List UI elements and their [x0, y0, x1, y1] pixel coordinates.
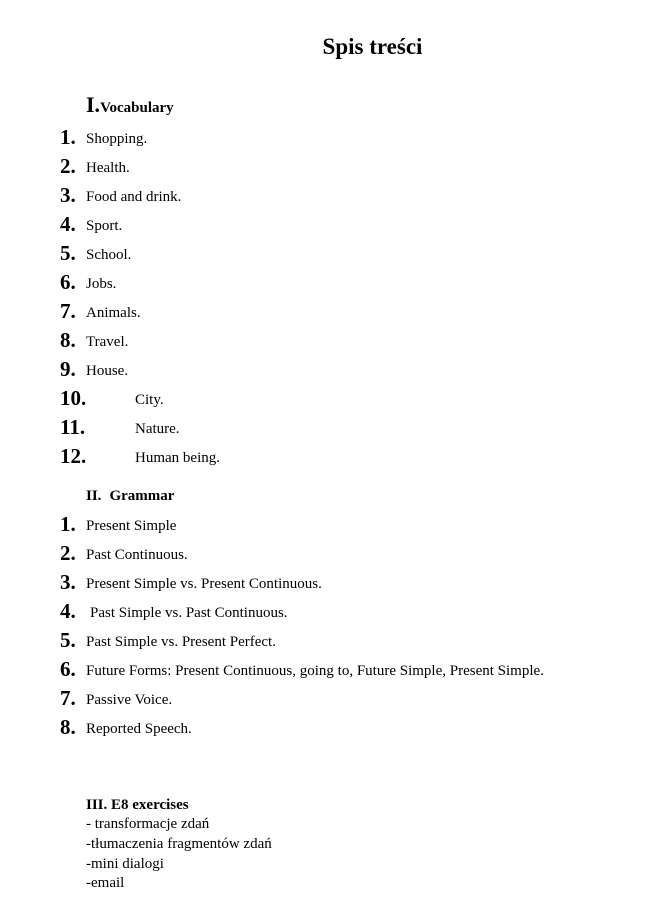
section-roman-numeral: II. [86, 488, 102, 504]
exercise-item: - transformacje zdań [86, 816, 210, 832]
item-number: 8. [60, 328, 76, 352]
item-text: City. [135, 392, 164, 408]
item-number: 5. [60, 241, 76, 265]
item-text: Sport. [86, 218, 123, 234]
item-text: Food and drink. [86, 189, 182, 205]
item-number: 12. [60, 444, 87, 468]
item-number: 5. [60, 628, 76, 652]
item-number: 11. [60, 415, 86, 439]
item-number: 2. [60, 541, 76, 565]
item-text: Shopping. [86, 131, 148, 147]
exercise-item: -mini dialogi [86, 856, 164, 872]
section-heading-grammar [86, 487, 174, 505]
exercise-item: -tłumaczenia fragmentów zdań [86, 836, 272, 852]
section-heading-exercises: III. E8 exercises [86, 797, 189, 813]
item-number: 4. [60, 212, 76, 236]
item-text: Past Continuous. [86, 547, 188, 563]
item-text: Nature. [135, 421, 180, 437]
item-number: 4. [60, 599, 76, 623]
item-number: 1. [60, 125, 76, 149]
item-text: Future Forms: Present Continuous, going to, Future Simple, Present Simple. [86, 663, 544, 679]
item-number: 8. [60, 715, 76, 739]
item-number: 7. [60, 299, 76, 323]
section-title: Vocabulary [100, 100, 174, 116]
item-number: 1. [60, 512, 76, 536]
item-number: 6. [60, 270, 76, 294]
item-text: House. [86, 363, 129, 379]
item-text: Human being. [135, 450, 220, 466]
item-text: Past Simple vs. Present Perfect. [86, 634, 276, 650]
item-text: Reported Speech. [86, 721, 192, 737]
item-text: Travel. [86, 334, 129, 350]
section-heading-vocabulary [86, 92, 174, 118]
item-text: Animals. [86, 305, 141, 321]
item-number: 10. [60, 386, 87, 410]
item-number: 2. [60, 154, 76, 178]
item-number: 3. [60, 570, 76, 594]
item-number: 7. [60, 686, 76, 710]
item-text: Past Simple vs. Past Continuous. [90, 605, 288, 621]
item-text: School. [86, 247, 132, 263]
item-text: Present Simple [86, 518, 177, 534]
item-number: 6. [60, 657, 76, 681]
item-text: Present Simple vs. Present Continuous. [86, 576, 322, 592]
section-roman-numeral: I. [86, 92, 101, 117]
item-text: Jobs. [86, 276, 117, 292]
exercise-item: -email [86, 875, 125, 891]
item-text: Passive Voice. [86, 692, 173, 708]
page-title: Spis treści [322, 34, 423, 59]
item-text: Health. [86, 160, 130, 176]
item-number: 9. [60, 357, 76, 381]
section-title: Grammar [109, 488, 175, 504]
item-number: 3. [60, 183, 76, 207]
